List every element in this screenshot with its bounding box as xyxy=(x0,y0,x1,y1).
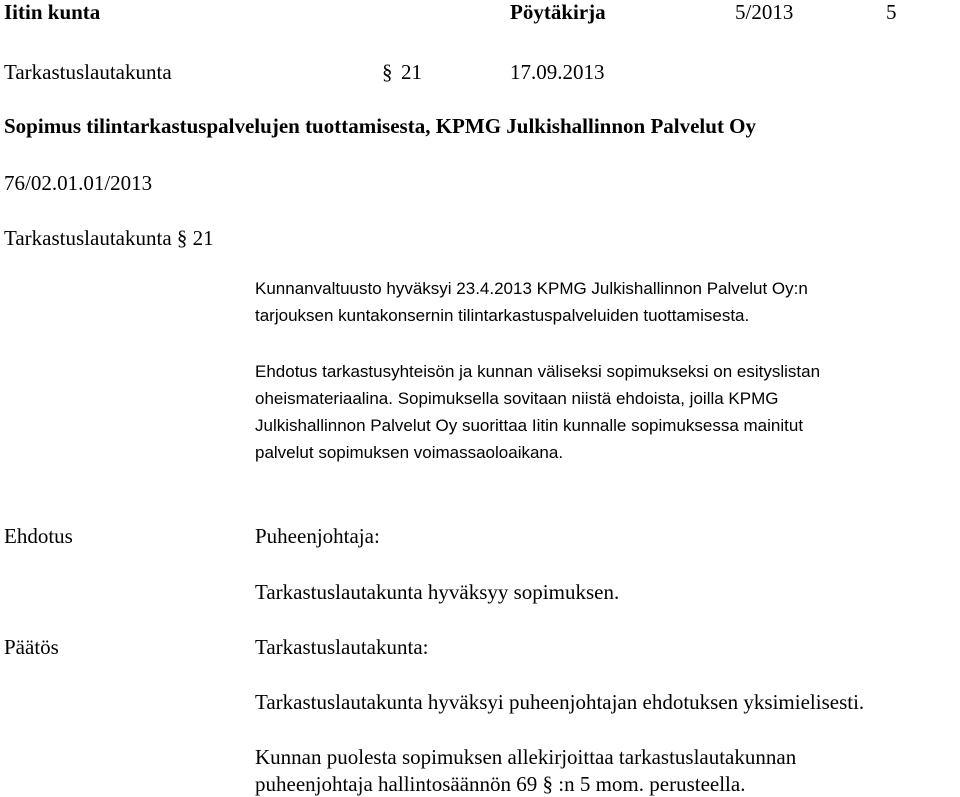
proposal-text: Tarkastuslautakunta hyväksyy sopimuksen. xyxy=(255,580,620,604)
paragraph-line: Julkishallinnon Palvelut Oy suorittaa Iitin kunnalle sopimuksessa mainitut xyxy=(255,416,804,435)
paragraph-line: palvelut sopimuksen voimassaoloaikana. xyxy=(255,443,564,462)
section-symbol: § xyxy=(382,60,393,84)
committee-section-number: 21 xyxy=(192,226,214,250)
reference-number: 76/02.01.01/2013 xyxy=(4,171,153,195)
committee-section-line xyxy=(4,226,214,250)
proposal-speaker: Puheenjohtaja: xyxy=(255,524,380,548)
proposal-label: Ehdotus xyxy=(4,524,73,548)
background-paragraph-1 xyxy=(255,275,808,329)
decision-label: Päätös xyxy=(4,635,59,659)
committee-section-symbol: § xyxy=(176,226,188,250)
decision-note-line: puheenjohtaja hallintosäännön 69 § :n 5 mom. perusteella. xyxy=(255,772,746,796)
paragraph-line: tarjouksen kuntakonsernin tilintarkastuspalveluiden tuottamisesta. xyxy=(255,306,750,325)
document-number: 5/2013 xyxy=(735,0,794,24)
committee-header: Tarkastuslautakunta xyxy=(4,60,172,84)
decision-note-line: Kunnan puolesta sopimuksen allekirjoittaa tarkastuslautakunnan xyxy=(255,745,797,769)
paragraph-line: oheismateriaalina. Sopimuksella sovitaan niistä ehdoista, joilla KPMG xyxy=(255,389,779,408)
decision-text: Tarkastuslautakunta hyväksyi puheenjohtajan ehdotuksen yksimielisesti. xyxy=(255,690,865,714)
paragraph-line: Ehdotus tarkastusyhteisön ja kunnan väliseksi sopimukseksi on esityslistan xyxy=(255,362,821,381)
document-type: Pöytäkirja xyxy=(510,0,606,24)
document-title: Sopimus tilintarkastuspalvelujen tuottamisesta, KPMG Julkishallinnon Palvelut Oy xyxy=(4,114,757,138)
paragraph-line: Kunnanvaltuusto hyväksyi 23.4.2013 KPMG Julkishallinnon Palvelut Oy:n xyxy=(255,279,808,298)
background-paragraph-2 xyxy=(255,358,820,466)
decision-speaker: Tarkastuslautakunta: xyxy=(255,635,429,659)
page-number: 5 xyxy=(886,0,897,24)
section-number: 21 xyxy=(401,60,422,84)
meeting-date: 17.09.2013 xyxy=(510,60,605,84)
committee-name: Tarkastuslautakunta xyxy=(4,226,172,250)
municipality-name: Iitin kunta xyxy=(4,0,101,24)
